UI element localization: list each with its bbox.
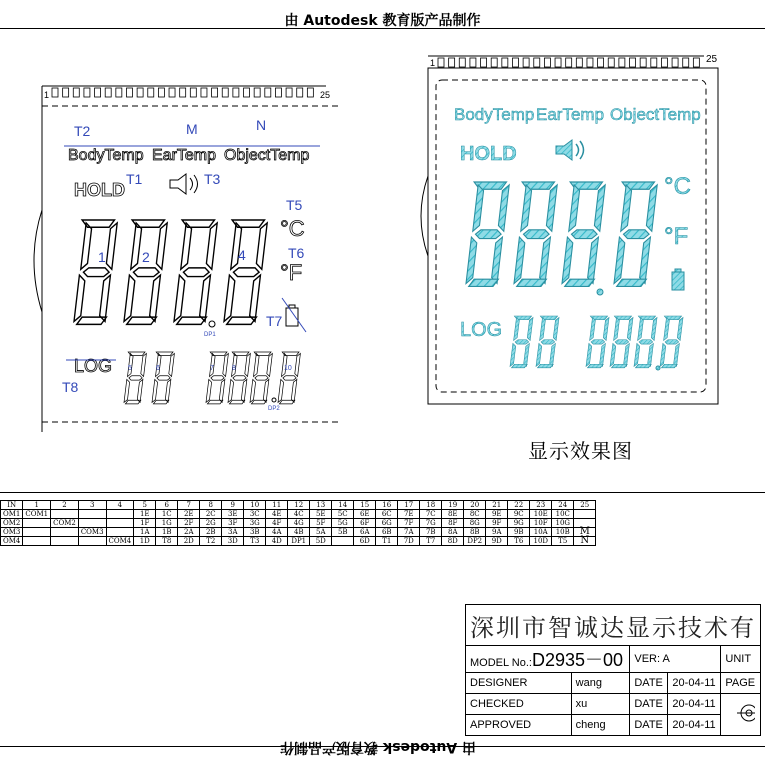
table-cell: N xyxy=(574,537,596,546)
table-cell xyxy=(106,528,134,537)
table-cell: 6A xyxy=(354,528,376,537)
lcd-right-pin-first: 1 xyxy=(430,58,436,68)
table-cell: 6D xyxy=(354,537,376,546)
table-row xyxy=(1,519,596,528)
table-cell: 2D xyxy=(178,537,200,546)
lcd-left-pin-last: 25 xyxy=(320,90,331,100)
table-cell: T2 xyxy=(200,537,222,546)
section-divider xyxy=(0,492,765,493)
right-celsius: °C xyxy=(664,173,691,200)
right-log: LOG xyxy=(460,319,503,341)
lcd-left-drawing xyxy=(28,80,348,440)
page-label: PAGE xyxy=(721,673,761,694)
table-cell: 1 xyxy=(23,501,51,510)
table-cell: 8F xyxy=(442,519,464,528)
label-digit-4: 4 xyxy=(238,247,246,263)
right-fahrenheit: °F xyxy=(664,223,689,250)
table-cell: 8B xyxy=(464,528,486,537)
table-cell: 8E xyxy=(442,510,464,519)
table-cell: IN xyxy=(1,501,23,510)
table-cell: 7G xyxy=(420,519,442,528)
table-cell: T7 xyxy=(420,537,442,546)
label-m: M xyxy=(186,121,198,137)
table-cell xyxy=(78,510,106,519)
table-cell: 1D xyxy=(134,537,156,546)
table-cell xyxy=(332,537,354,546)
left-objecttemp: ObjectTemp xyxy=(224,147,310,164)
label-t8: T8 xyxy=(62,379,79,395)
table-cell: 3 xyxy=(78,501,106,510)
watermark-top: 由 Autodesk 教育版产品制作 xyxy=(284,13,481,29)
projection-symbol-cell xyxy=(721,694,761,736)
table-cell: 4D xyxy=(266,537,288,546)
label-digit-7: 7 xyxy=(210,365,214,372)
model-value: D2935－00 xyxy=(531,650,624,670)
table-cell xyxy=(51,528,79,537)
table-cell: 7D xyxy=(398,537,420,546)
table-row xyxy=(1,528,596,537)
label-t6: T6 xyxy=(288,245,305,261)
table-cell: 4 xyxy=(106,501,134,510)
table-cell: T8 xyxy=(156,537,178,546)
pin-assignment-table xyxy=(0,500,596,546)
lcd-left-pins xyxy=(52,88,313,97)
lcd-right-pins xyxy=(438,58,699,67)
table-cell: 15 xyxy=(354,501,376,510)
table-cell: 10B xyxy=(552,528,574,537)
table-cell xyxy=(574,510,596,519)
table-cell: 1B xyxy=(156,528,178,537)
table-cell: 1C xyxy=(156,510,178,519)
table-cell: COM4 xyxy=(106,537,134,546)
company-name: 深圳市智诚达显示技术有 xyxy=(466,605,761,646)
table-cell: 6F xyxy=(354,519,376,528)
table-cell: 6 xyxy=(156,501,178,510)
table-cell: 16 xyxy=(376,501,398,510)
table-cell: 9D xyxy=(486,537,508,546)
approved-label: APPROVED xyxy=(466,715,572,736)
table-cell: 10D xyxy=(530,537,552,546)
table-cell: 5B xyxy=(332,528,354,537)
table-cell: COM2 xyxy=(51,519,79,528)
table-cell: 10E xyxy=(530,510,552,519)
table-cell: 10F xyxy=(530,519,552,528)
table-cell: 7B xyxy=(420,528,442,537)
table-cell xyxy=(106,519,134,528)
label-t1: T1 xyxy=(126,171,143,187)
watermark-bottom: 由 Autodesk 教育版产品制作 xyxy=(280,739,477,755)
date-value-3: 20-04-11 xyxy=(668,715,721,736)
table-cell: 2A xyxy=(178,528,200,537)
table-cell: COM1 xyxy=(23,510,51,519)
table-cell: DP2 xyxy=(464,537,486,546)
date-label-2: DATE xyxy=(630,694,668,715)
unit-label: UNIT xyxy=(721,646,761,673)
left-eartemp: EarTemp xyxy=(152,147,217,164)
checked-label: CHECKED xyxy=(466,694,572,715)
table-cell: 5 xyxy=(134,501,156,510)
right-hold: HOLD xyxy=(460,143,517,165)
table-cell: 6C xyxy=(376,510,398,519)
table-cell: DP1 xyxy=(288,537,310,546)
table-cell: 19 xyxy=(442,501,464,510)
top-border-line xyxy=(0,28,765,29)
table-cell: 25 xyxy=(574,501,596,510)
table-cell: 8 xyxy=(200,501,222,510)
label-digit-1: 1 xyxy=(98,249,106,265)
table-cell xyxy=(78,537,106,546)
table-cell: 7E xyxy=(398,510,420,519)
table-cell: 3G xyxy=(244,519,266,528)
left-celsius: °C xyxy=(280,216,305,241)
designer-label: DESIGNER xyxy=(466,673,572,694)
table-row xyxy=(1,537,596,546)
table-cell: 8G xyxy=(464,519,486,528)
table-cell: 6G xyxy=(376,519,398,528)
table-cell: 7 xyxy=(178,501,200,510)
table-cell: 22 xyxy=(508,501,530,510)
lcd-right-drawing xyxy=(414,46,724,406)
table-cell xyxy=(106,510,134,519)
designer-value: wang xyxy=(571,673,630,694)
table-cell: 14 xyxy=(332,501,354,510)
model-cell xyxy=(466,646,630,673)
table-cell: 2F xyxy=(178,519,200,528)
checked-value: xu xyxy=(571,694,630,715)
lcd-right-pin-last: 25 xyxy=(706,54,718,65)
ver-label: VER: A xyxy=(630,646,721,673)
label-t3: T3 xyxy=(204,171,221,187)
left-bodytemp: BodyTemp xyxy=(68,147,144,164)
label-digit-10: 10 xyxy=(284,365,292,372)
table-cell: 4C xyxy=(288,510,310,519)
table-cell: T1 xyxy=(376,537,398,546)
table-cell: 1G xyxy=(156,519,178,528)
table-cell: 3F xyxy=(222,519,244,528)
lcd-caption: 显示效果图 xyxy=(528,439,633,463)
table-cell: 23 xyxy=(530,501,552,510)
table-cell: 3A xyxy=(222,528,244,537)
table-row xyxy=(1,501,596,510)
table-cell: 10 xyxy=(244,501,266,510)
table-cell: 4E xyxy=(266,510,288,519)
table-cell: COM3 xyxy=(78,528,106,537)
table-cell: 2G xyxy=(200,519,222,528)
table-cell xyxy=(51,537,79,546)
table-cell xyxy=(23,519,51,528)
left-hold: HOLD xyxy=(74,180,125,200)
table-cell: 8C xyxy=(464,510,486,519)
table-cell: 9C xyxy=(508,510,530,519)
table-cell: 5D xyxy=(310,537,332,546)
table-cell: 2B xyxy=(200,528,222,537)
right-objecttemp: ObjectTemp xyxy=(610,105,701,124)
table-cell: 5A xyxy=(310,528,332,537)
table-cell: 8D xyxy=(442,537,464,546)
table-cell: 10C xyxy=(552,510,574,519)
table-cell: 5G xyxy=(332,519,354,528)
table-cell: 5E xyxy=(310,510,332,519)
table-cell: 7A xyxy=(398,528,420,537)
table-cell: 7F xyxy=(398,519,420,528)
table-cell: 2C xyxy=(200,510,222,519)
table-cell: 12 xyxy=(288,501,310,510)
table-cell: 6E xyxy=(354,510,376,519)
label-t7: T7 xyxy=(266,313,283,329)
table-row xyxy=(1,510,596,519)
date-label-3: DATE xyxy=(630,715,668,736)
model-label: MODEL No.: xyxy=(470,657,532,669)
table-cell: 17 xyxy=(398,501,420,510)
label-digit-2: 2 xyxy=(142,249,150,265)
table-cell: 10A xyxy=(530,528,552,537)
table-cell: OM4 xyxy=(1,537,23,546)
table-cell: 21 xyxy=(486,501,508,510)
table-cell: 2 xyxy=(51,501,79,510)
label-dp2: DP2 xyxy=(268,406,280,412)
right-bodytemp: BodyTemp xyxy=(454,105,535,124)
table-cell: OM3 xyxy=(1,528,23,537)
table-cell: 5C xyxy=(332,510,354,519)
table-cell: 11 xyxy=(266,501,288,510)
label-digit-6: 6 xyxy=(156,365,160,372)
table-cell: T3 xyxy=(244,537,266,546)
label-digit-5: 5 xyxy=(128,365,132,372)
table-cell: 10G xyxy=(552,519,574,528)
table-cell: 9A xyxy=(486,528,508,537)
table-cell xyxy=(23,537,51,546)
date-label-1: DATE xyxy=(630,673,668,694)
table-cell: 6B xyxy=(376,528,398,537)
date-value-2: 20-04-11 xyxy=(668,694,721,715)
table-cell: 18 xyxy=(420,501,442,510)
table-cell: 1F xyxy=(134,519,156,528)
table-cell: 4F xyxy=(266,519,288,528)
table-cell xyxy=(51,510,79,519)
table-cell: 4G xyxy=(288,519,310,528)
label-dp1: DP1 xyxy=(204,332,216,338)
table-cell: 2E xyxy=(178,510,200,519)
table-cell: 5F xyxy=(310,519,332,528)
title-block xyxy=(465,604,761,736)
table-cell: 13 xyxy=(310,501,332,510)
left-fahrenheit: °F xyxy=(280,260,303,285)
label-digit-8: 8 xyxy=(232,365,236,372)
table-cell: M xyxy=(574,528,596,537)
table-cell: 1E xyxy=(134,510,156,519)
date-value-1: 20-04-11 xyxy=(668,673,721,694)
table-cell: 7C xyxy=(420,510,442,519)
table-cell: OM2 xyxy=(1,519,23,528)
table-cell: 1A xyxy=(134,528,156,537)
lcd-left-pin-first: 1 xyxy=(44,90,50,100)
table-cell: T6 xyxy=(508,537,530,546)
table-cell: 4B xyxy=(288,528,310,537)
approved-value: cheng xyxy=(571,715,630,736)
table-cell: 9B xyxy=(508,528,530,537)
table-cell: 9E xyxy=(486,510,508,519)
table-cell: 9 xyxy=(222,501,244,510)
table-cell: 3E xyxy=(222,510,244,519)
table-cell: 4A xyxy=(266,528,288,537)
table-cell: OM1 xyxy=(1,510,23,519)
label-n: N xyxy=(256,117,267,133)
right-eartemp: EarTemp xyxy=(536,105,605,124)
table-cell: 20 xyxy=(464,501,486,510)
table-cell: 9F xyxy=(486,519,508,528)
table-cell: 3D xyxy=(222,537,244,546)
table-cell xyxy=(23,528,51,537)
table-cell: 8A xyxy=(442,528,464,537)
label-t2: T2 xyxy=(74,123,91,139)
table-cell: 24 xyxy=(552,501,574,510)
table-cell: 9G xyxy=(508,519,530,528)
table-cell: T5 xyxy=(552,537,574,546)
table-cell xyxy=(78,519,106,528)
table-cell: 3B xyxy=(244,528,266,537)
left-log: LOG xyxy=(74,356,113,376)
label-t5: T5 xyxy=(286,197,303,213)
table-cell: 3C xyxy=(244,510,266,519)
projection-symbol-icon xyxy=(725,701,755,725)
